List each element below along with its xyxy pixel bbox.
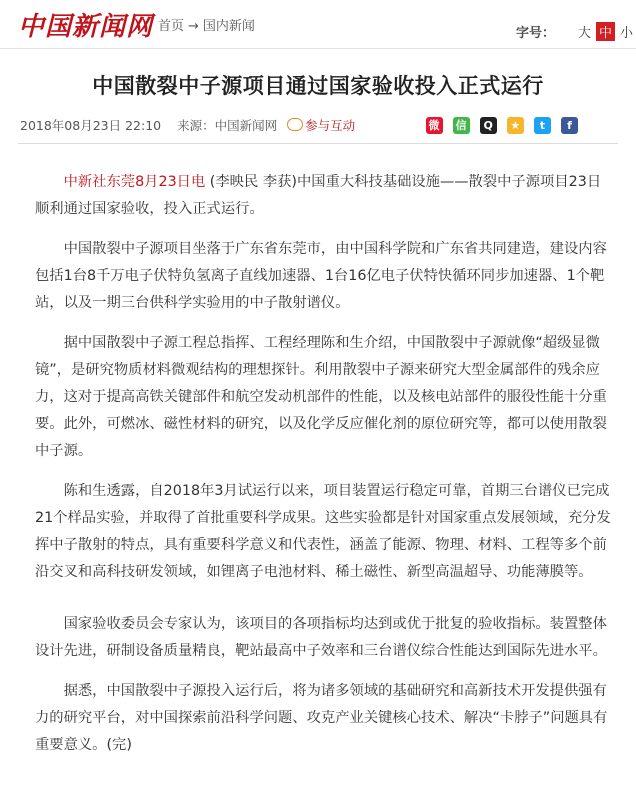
facebook-icon[interactable]: f: [561, 117, 578, 134]
breadcrumb-arrow-icon: →: [188, 19, 199, 34]
font-size-medium[interactable]: 中: [596, 22, 615, 41]
article-paragraph-text: (李映民 李获)中国重大科技基础设施——散裂中子源项目23日顺利通过国家验收，投入正式运行。: [35, 174, 602, 217]
article-datetime: 2018年08月23日 22:10: [20, 118, 162, 133]
breadcrumb-home[interactable]: 首页: [158, 19, 185, 34]
weibo-icon[interactable]: 微: [426, 117, 443, 134]
wechat-icon[interactable]: 信: [453, 117, 470, 134]
comment-bubble-icon: [287, 118, 303, 131]
qzone-icon[interactable]: ★: [507, 117, 524, 134]
article-paragraph: 据悉，中国散裂中子源投入运行后，将为诸多领域的基础研究和高新技术开发提供强有力的研究平台，对中国探索前沿科学问题、攻克产业关键核心技术、解决“卡脖子”问题具有重要意义。(完): [35, 683, 608, 753]
font-size-large[interactable]: 大: [577, 26, 591, 41]
article-paragraph: [35, 169, 615, 223]
article-paragraph: 据中国散裂中子源工程总指挥、工程经理陈和生介绍，中国散裂中子源就像“超级显微镜”，是研究物质材料微观结构的理想探针。利用散裂中子源来研究大型金属部件的残余应力，这对于提高高铁关键部件和航空发动机部件的性能，以及核电站部件的服役性能十分重要。此外，可燃冰、磁性材料的研究，以及化学反应催化剂的原位研究等，都可以使用散裂中子源。: [35, 335, 607, 459]
meta-divider: [18, 143, 618, 144]
article-body: [35, 169, 615, 759]
twitter-icon[interactable]: t: [534, 117, 551, 134]
article-source: 来源：中国新闻网: [177, 118, 278, 133]
share-bar: [421, 115, 578, 134]
font-size-label: 字号：: [515, 26, 555, 41]
site-logo[interactable]: 中国新闻网: [18, 12, 154, 42]
font-size-small[interactable]: 小: [619, 26, 633, 41]
interact-link[interactable]: 参与互动: [305, 118, 356, 133]
article-meta: [20, 116, 355, 134]
article-title: 中国散裂中子源项目通过国家验收投入正式运行: [92, 74, 544, 98]
site-header: [0, 0, 636, 49]
qq-icon[interactable]: Q: [480, 117, 497, 134]
article-paragraph: 中国散裂中子源项目坐落于广东省东莞市，由中国科学院和广东省共同建造，建设内容包括1台8千万电子伏特负氢离子直线加速器、1台16亿电子伏特快循环同步加速器、1个靶站，以及一期三台供科学实验用的中子散射谱仪。: [35, 241, 607, 311]
breadcrumb: [158, 15, 255, 34]
article-paragraph: 陈和生透露，自2018年3月试运行以来，项目装置运行稳定可靠，首期三台谱仪已完成21个样品实验，并取得了首批重要科学成果。这些实验都是针对国家重点发展领域，充分发挥中子散射的特点，具有重要科学意义和代表性，涵盖了能源、物理、材料、工程等多个前沿交叉和高科技研发领域，如锂离子电池材料、稀土磁性、新型高温超导、功能薄膜等。: [35, 483, 611, 580]
breadcrumb-section[interactable]: 国内新闻: [202, 19, 255, 34]
font-size-control: [516, 22, 636, 41]
article-dateline: 中新社东莞8月23日电: [63, 174, 206, 190]
article-paragraph: 国家验收委员会专家认为，该项目的各项指标均达到或优于批复的验收指标。装置整体设计先进，研制设备质量精良，靶站最高中子效率和三台谱仪综合性能达到国际先进水平。: [35, 616, 607, 659]
